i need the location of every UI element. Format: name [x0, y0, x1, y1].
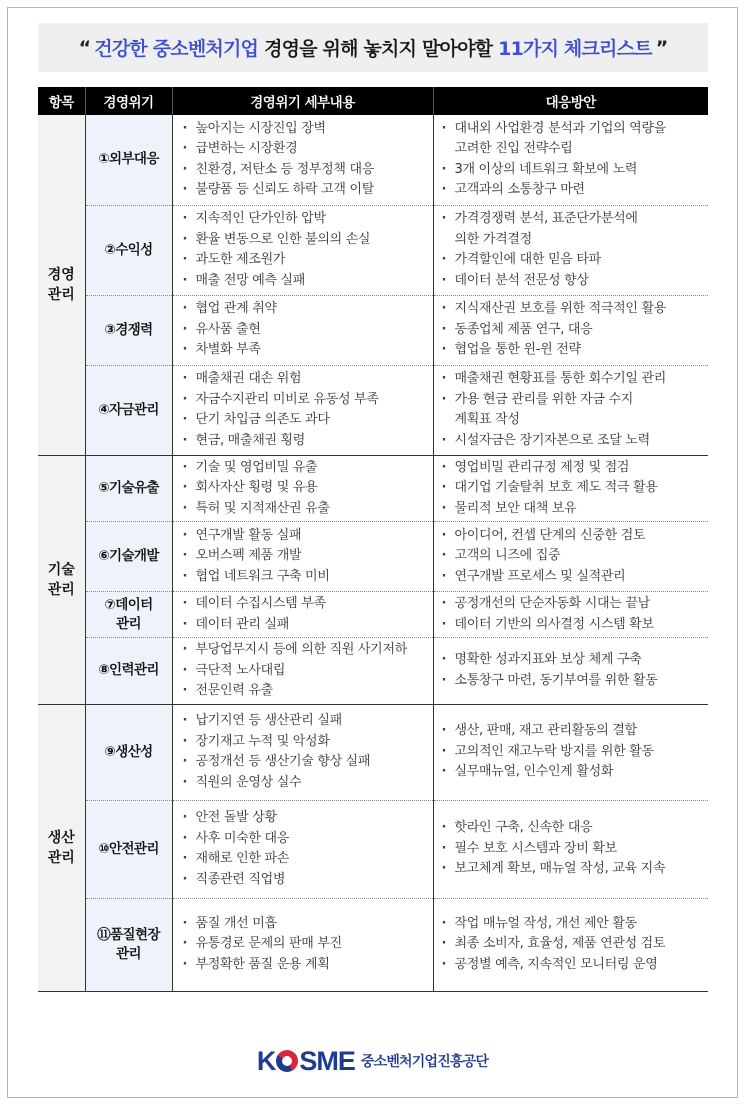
table-row	[38, 295, 708, 365]
list-item: · 대기업 기술탈취 보호 제도 적극 활용	[442, 478, 709, 499]
crisis-label: ④자금관리	[98, 401, 159, 418]
checklist-table	[38, 87, 708, 992]
table-header-row	[38, 87, 708, 115]
crisis-details-list	[183, 640, 433, 702]
list-item: · 급변하는 시장환경	[183, 139, 433, 160]
list-item: · 최종 소비자, 효율성, 제품 연관성 검토	[442, 934, 709, 955]
kosme-logo	[0, 1043, 745, 1079]
category-label: 관리	[47, 849, 75, 866]
crisis-details-list	[183, 299, 433, 361]
list-item: · 친환경, 저탄소 등 정부정책 대응	[183, 160, 433, 181]
crisis-details-cell	[172, 638, 433, 705]
crisis-details-list	[183, 209, 433, 291]
list-item: · 데이터 기반의 의사결정 시스템 확보	[442, 615, 709, 636]
crisis-label: ①외부대응	[98, 151, 159, 168]
list-item: · 매출 전망 예측 실패	[183, 271, 433, 292]
list-item: · 협업을 통한 윈-윈 전략	[442, 340, 709, 361]
responses-list	[442, 458, 709, 520]
table-row	[38, 522, 708, 592]
list-item: · 아이디어, 컨셉 단계의 신중한 검토	[442, 526, 709, 547]
crisis-details-cell	[172, 365, 433, 455]
list-item: · 보고체계 확보, 매뉴얼 작성, 교육 지속	[442, 859, 709, 880]
list-item: · 3개 이상의 네트워크 확보에 노력	[442, 160, 709, 181]
category-label: 관리	[47, 581, 75, 598]
list-item: · 직종관련 직업병	[183, 870, 433, 891]
list-item: · 데이터 관리 실패	[183, 615, 433, 636]
crisis-details-list	[183, 914, 433, 976]
crisis-details-cell	[172, 898, 433, 991]
list-item: · 공정별 예측, 지속적인 모니터링 운영	[442, 955, 709, 976]
list-item: · 데이터 분석 전문성 향상	[442, 271, 709, 292]
category-label: 관리	[47, 286, 75, 303]
responses-list	[442, 914, 709, 976]
responses-cell	[433, 592, 708, 638]
list-item: · 직원의 운영상 실수	[183, 773, 433, 794]
list-item: · 대내외 사업환경 분석과 기업의 역량을	[442, 119, 709, 140]
list-item: · 소통창구 마련, 동기부여를 위한 활동	[442, 671, 709, 692]
list-item: · 물리적 보안 대책 보유	[442, 499, 709, 520]
header-crisis: 경영위기	[85, 87, 172, 115]
crisis-label: ③경쟁력	[104, 321, 153, 338]
crisis-label: ⑩안전관리	[98, 840, 159, 857]
crisis-cell	[85, 205, 172, 295]
list-item: · 높아지는 시장진입 장벽	[183, 119, 433, 140]
list-item: · 데이터 수집시스템 부족	[183, 594, 433, 615]
list-item: · 부정확한 품질 운용 계획	[183, 955, 433, 976]
list-item: · 기술 및 영업비밀 유출	[183, 458, 433, 479]
list-item: · 전문인력 유출	[183, 681, 433, 702]
list-item: · 가격할인에 대한 믿음 타파	[442, 250, 709, 271]
category-label: 경영	[47, 266, 75, 283]
list-item: · 특허 및 지적재산권 유출	[183, 499, 433, 520]
list-item: · 단기 차입금 의존도 과다	[183, 410, 433, 431]
list-item: · 사후 미숙한 대응	[183, 829, 433, 850]
list-item: · 작업 매뉴얼 작성, 개선 제안 활동	[442, 914, 709, 935]
kosme-swirl-icon	[276, 1050, 298, 1072]
table-row	[38, 800, 708, 898]
crisis-details-list	[183, 711, 433, 793]
title-close-quote: ”	[655, 36, 668, 59]
crisis-label: ⑨생산성	[104, 743, 153, 760]
kosme-wordmark	[257, 1046, 355, 1077]
crisis-cell	[85, 365, 172, 455]
page-title	[38, 23, 708, 72]
crisis-details-cell	[172, 205, 433, 295]
crisis-cell	[85, 800, 172, 898]
list-item: · 매출채권 현황표를 통한 회수기일 관리	[442, 369, 709, 390]
title-open-quote: “	[78, 36, 91, 59]
responses-cell	[433, 704, 708, 800]
title-highlight-2: 11가지 체크리스트	[498, 38, 652, 60]
crisis-label: ⑧인력관리	[98, 662, 159, 679]
crisis-label: ⑥기술개발	[98, 548, 159, 564]
crisis-details-cell	[172, 115, 433, 205]
list-item: · 과도한 제조원가	[183, 250, 433, 271]
crisis-cell	[85, 898, 172, 991]
responses-list	[442, 299, 709, 361]
logo-letter-k: K	[256, 1045, 276, 1076]
list-item: · 명확한 성과지표와 보상 체계 구축	[442, 650, 709, 671]
crisis-details-list	[183, 594, 433, 635]
list-item: · 지식재산권 보호를 위한 적극적인 활용	[442, 299, 709, 320]
table-row	[38, 365, 708, 455]
list-item: · 공정개선 등 생산기술 향상 실패	[183, 752, 433, 773]
crisis-label: ⑪품질현장	[97, 926, 160, 943]
table-row	[38, 638, 708, 705]
header-responses: 대응방안	[433, 87, 708, 115]
category-label: 기술	[47, 561, 75, 578]
list-item: · 현금, 매출채권 횡령	[183, 431, 433, 452]
logo-letters-sme: SME	[299, 1045, 355, 1076]
table-row	[38, 592, 708, 638]
list-item: · 연구개발 활동 실패	[183, 526, 433, 547]
table-row	[38, 704, 708, 800]
responses-cell	[433, 638, 708, 705]
crisis-cell	[85, 592, 172, 638]
crisis-details-cell	[172, 800, 433, 898]
list-item: · 자금수지관리 미비로 유동성 부족	[183, 390, 433, 411]
list-item: · 차별화 부족	[183, 340, 433, 361]
responses-cell	[433, 800, 708, 898]
list-item: · 고객의 니즈에 집중	[442, 546, 709, 567]
list-item: · 시설자금은 장기자본으로 조달 노력	[442, 431, 709, 452]
list-item: · 불량품 등 신뢰도 하락 고객 이탈	[183, 180, 433, 201]
list-item: · 유통경로 문제의 판매 부진	[183, 934, 433, 955]
crisis-label: 관리	[116, 945, 141, 962]
list-item: · 필수 보호 시스템과 장비 확보	[442, 839, 709, 860]
responses-cell	[433, 522, 708, 592]
responses-cell	[433, 205, 708, 295]
crisis-details-cell	[172, 592, 433, 638]
responses-list	[442, 594, 709, 635]
responses-list	[442, 526, 709, 588]
list-item: · 오버스펙 제품 개발	[183, 546, 433, 567]
responses-cell	[433, 115, 708, 205]
responses-list	[442, 119, 709, 201]
list-item: · 실무매뉴얼, 인수인계 활성화	[442, 762, 709, 783]
crisis-details-cell	[172, 704, 433, 800]
crisis-details-list	[183, 808, 433, 890]
list-item: · 안전 돌발 상황	[183, 808, 433, 829]
list-item: · 핫라인 구축, 신속한 대응	[442, 818, 709, 839]
list-item-continuation: 계획표 작성	[454, 412, 520, 427]
list-item: · 고객과의 소통창구 마련	[442, 180, 709, 201]
category-cell	[38, 455, 85, 704]
list-item: · 유사품 출현	[183, 320, 433, 341]
category-cell	[38, 704, 85, 991]
list-item: · 공정개선의 단순자동화 시대는 끝남	[442, 594, 709, 615]
list-item-continuation: 고려한 진입 전략수립	[454, 141, 573, 157]
responses-list	[442, 721, 709, 783]
category-label: 생산	[47, 829, 75, 846]
list-item: · 영업비밀 관리규정 제정 및 점검	[442, 458, 709, 479]
responses-cell	[433, 365, 708, 455]
title-middle: 경영을 위해 놓치지 말아야할	[264, 38, 493, 60]
list-item: · 매출채권 대손 위험	[183, 369, 433, 390]
table-row	[38, 115, 708, 205]
crisis-cell	[85, 115, 172, 205]
category-cell	[38, 115, 85, 455]
list-item: · 연구개발 프로세스 및 실적관리	[442, 567, 709, 588]
crisis-cell	[85, 522, 172, 592]
list-item: · 지속적인 단가인하 압박	[183, 209, 433, 230]
list-item: · 가용 현금 관리를 위한 자금 수지	[442, 390, 709, 411]
org-name: 중소벤처기업진흥공단	[360, 1054, 489, 1070]
crisis-cell	[85, 295, 172, 365]
crisis-cell	[85, 638, 172, 705]
crisis-cell	[85, 704, 172, 800]
list-item: · 환율 변동으로 인한 불의의 손실	[183, 230, 433, 251]
responses-cell	[433, 455, 708, 522]
table-row	[38, 205, 708, 295]
crisis-label: ②수익성	[104, 241, 153, 258]
responses-cell	[433, 295, 708, 365]
responses-list	[442, 818, 709, 880]
list-item: · 가격경쟁력 분석, 표준단가분석에	[442, 209, 709, 230]
list-item: · 협업 네트워크 구축 미비	[183, 567, 433, 588]
crisis-details-list	[183, 458, 433, 520]
crisis-details-cell	[172, 522, 433, 592]
list-item: · 회사자산 횡령 및 유용	[183, 478, 433, 499]
table-row	[38, 898, 708, 991]
crisis-cell	[85, 455, 172, 522]
crisis-label: ⑤기술유출	[98, 479, 159, 496]
list-item: · 납기지연 등 생산관리 실패	[183, 711, 433, 732]
responses-cell	[433, 898, 708, 991]
responses-list	[442, 209, 709, 291]
table-row	[38, 455, 708, 522]
crisis-label: ⑦데이터	[104, 596, 153, 613]
list-item: · 재해로 인한 파손	[183, 849, 433, 870]
crisis-details-cell	[172, 455, 433, 522]
crisis-details-list	[183, 119, 433, 201]
list-item: · 동종업체 제품 연구, 대응	[442, 320, 709, 341]
list-item-continuation: 의한 가격결정	[454, 231, 532, 247]
header-category: 항목	[38, 87, 85, 115]
responses-list	[442, 369, 709, 451]
list-item: · 극단적 노사대립	[183, 661, 433, 682]
list-item: · 장기재고 누적 및 악성화	[183, 732, 433, 753]
crisis-label: 관리	[116, 615, 141, 632]
list-item: · 생산, 판매, 재고 관리활동의 결합	[442, 721, 709, 742]
header-crisis-details: 경영위기 세부내용	[172, 87, 433, 115]
crisis-details-list	[183, 526, 433, 588]
list-item: · 협업 관계 취약	[183, 299, 433, 320]
crisis-details-list	[183, 369, 433, 451]
list-item: · 고의적인 재고누락 방지를 위한 활동	[442, 742, 709, 763]
list-item: · 품질 개선 미흡	[183, 914, 433, 935]
list-item: · 부당업무지시 등에 의한 직원 사기저하	[183, 640, 433, 661]
responses-list	[442, 650, 709, 691]
crisis-details-cell	[172, 295, 433, 365]
title-highlight-1: 건강한 중소벤처기업	[94, 38, 259, 60]
